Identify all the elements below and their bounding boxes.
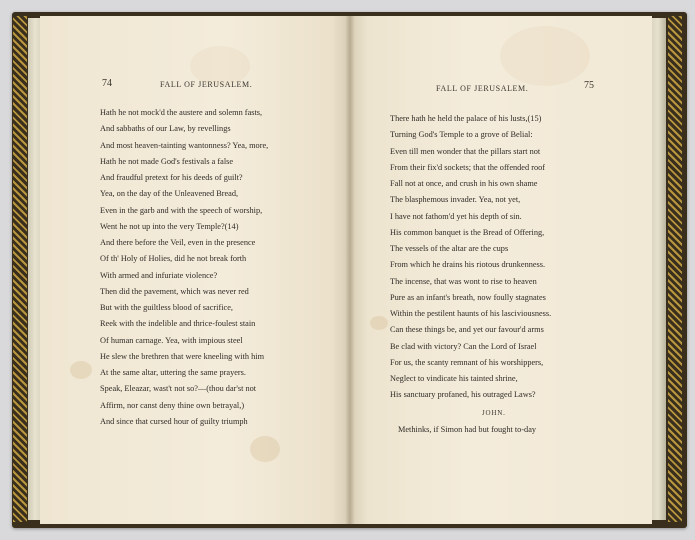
foxing-spot — [250, 436, 280, 462]
poem-line: The blasphemous invader. Yea, not yet, — [390, 195, 521, 205]
poem-line: Speak, Eleazar, wast't not so?—(thou dar'st not — [100, 384, 257, 394]
foxing-spot — [70, 361, 92, 379]
poem-line: And most heaven-tainting wantonness? Yea, more, — [100, 140, 269, 150]
gilt-tooling-right — [668, 16, 682, 522]
poem-lines-left — [100, 105, 268, 430]
poem-line: At the same altar, uttering the same prayers. — [100, 368, 246, 377]
right-page — [350, 16, 652, 524]
poem-line: Reek with the indelible and thrice-foulest stain — [100, 319, 256, 329]
poem-line: Can these things be, and yet our favour'd arms — [390, 325, 544, 335]
running-head-left: FALL OF JERUSALEM. — [160, 80, 253, 89]
poem-line: From which he drains his riotous drunkenness. — [390, 260, 546, 270]
left-page — [40, 16, 350, 524]
page-number-right: 75 — [584, 80, 594, 91]
poem-line: The vessels of the altar are the cups — [390, 244, 509, 253]
poem-line: And there before the Veil, even in the presence — [100, 238, 256, 247]
poem-line: For us, the scanty remnant of his worshippers, — [390, 357, 544, 367]
poem-line: Yea, on the day of the Unleavened Bread, — [100, 189, 239, 199]
poem-line: Within the pestilent haunts of his lasciviousness. — [390, 309, 552, 318]
gilt-tooling-left — [13, 16, 27, 522]
poem-line: Went he not up into the very Temple?(14) — [100, 221, 239, 231]
poem-line: Affirm, nor canst deny thine own betrayal,) — [100, 400, 245, 410]
poem-line: Fall not at once, and crush in his own shame — [390, 179, 538, 188]
poem-lines-right — [390, 111, 551, 404]
speaker-name: JOHN. — [482, 409, 506, 417]
poem-line: The incense, that was wont to rise to heaven — [390, 276, 537, 286]
poem-line: With armed and infuriate violence? — [100, 270, 218, 280]
poem-line: Hath he not made God's festivals a false — [100, 156, 234, 166]
poem-line: His common banquet is the Bread of Offering, — [390, 227, 545, 237]
poem-line: His sanctuary profaned, his outraged Laws? — [390, 390, 536, 400]
poem-line: Even in the garb and with the speech of worship, — [100, 205, 263, 215]
poem-line: Pure as an infant's breath, now foully stagnates — [390, 292, 546, 302]
poem-line: Of human carnage. Yea, with impious steel — [100, 335, 243, 345]
poem-line: And since that cursed hour of guilty triumph — [100, 416, 248, 426]
poem-line: But with the guiltless blood of sacrifice, — [100, 303, 233, 312]
poem-line: Of th' Holy of Holies, did he not break forth — [100, 254, 247, 264]
page-edges-right — [650, 18, 666, 520]
poem-line: I have not fathom'd yet his depth of sin. — [390, 211, 522, 221]
poem-line: And sabbaths of our Law, by revellings — [100, 124, 231, 134]
poem-line: Even till men wonder that the pillars start not — [390, 146, 541, 156]
poem-line: There hath he held the palace of his lusts,(15) — [390, 114, 542, 123]
poem-line: He slew the brethren that were kneeling with him — [100, 351, 265, 361]
running-head-right: FALL OF JERUSALEM. — [436, 84, 529, 93]
poem-line: Then did the pavement, which was never red — [100, 286, 249, 296]
foxing-spot — [500, 26, 590, 86]
poem-line: Be clad with victory? Can the Lord of Israel — [390, 341, 537, 351]
book-gutter — [345, 16, 355, 524]
page-number-left: 74 — [102, 78, 112, 89]
poem-line: Turning God's Temple to a grove of Belial: — [390, 130, 533, 140]
foxing-spot — [370, 316, 388, 330]
poem-line: From their fix'd sockets; that the offended roof — [390, 162, 546, 172]
poem-line: And fraudful pretext for his deeds of guilt? — [100, 173, 243, 182]
poem-last-line: Methinks, if Simon had but fought to-day — [398, 425, 537, 434]
poem-line: Hath he not mock'd the austere and solemn fasts, — [100, 108, 263, 117]
poem-line: Neglect to vindicate his tainted shrine, — [390, 374, 518, 383]
